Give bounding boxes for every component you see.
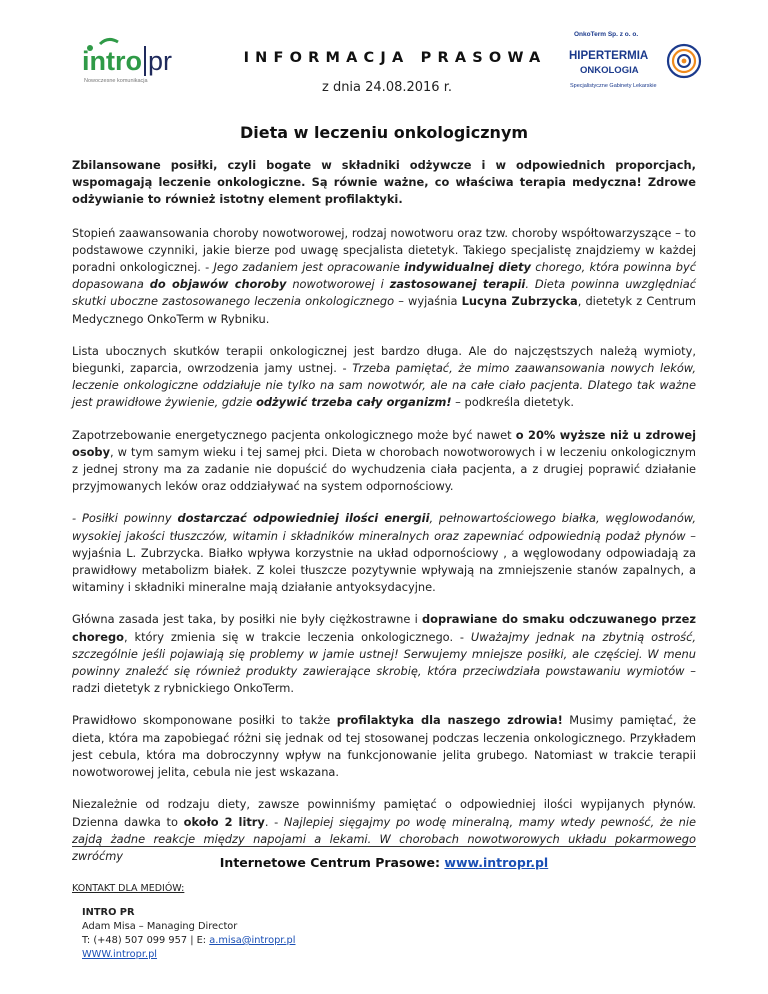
article-body xyxy=(72,157,696,880)
p1-quote: Jego zadaniem jest opracowanie xyxy=(213,260,405,275)
onkoterm-brand-line2: ONKOLOGIA xyxy=(580,65,639,76)
paragraph-5 xyxy=(72,611,696,697)
p2-attribution: – podkreśla dietetyk. xyxy=(451,395,574,410)
press-center xyxy=(0,855,768,870)
p7-quote: Najlepiej sięgajmy po wodę mineralną, mamy wtedy pewność, że nie zajdą żadne reakcje między napojami a lekami. W chorobach nowotworowych układu pokarmowego zwróćmy xyxy=(72,814,696,863)
footer-divider xyxy=(72,846,696,847)
onkoterm-tagline: Specjalistyczne Gabinety Lekarskie xyxy=(570,83,657,88)
press-center-link[interactable]: www.intropr.pl xyxy=(444,855,549,870)
paragraph-2 xyxy=(72,343,696,412)
p7-text: Niezależnie od rodzaju diety, zawsze powinniśmy pamiętać o odpowiedniej ilości wypijanych płynów. Dzienna dawka to xyxy=(72,797,696,829)
p3-bold: o 20% wyższe niż u zdrowej osoby xyxy=(72,427,696,459)
p1-text: Stopień zaawansowania choroby nowotworowej, rodzaj nowotworu oraz tzw. choroby współtowarzyszące – to podstawowe czynniki, jakie bierze pod uwagę specjalista dietetyk. Takiego specjalistę znajdziemy w każdej poradni onkologicznej. - xyxy=(72,225,696,275)
p1-attribution: – wyjaśnia xyxy=(394,294,462,309)
contact-email-link[interactable]: a.misa@intropr.pl xyxy=(209,935,296,946)
p6-text: Prawidłowo skomponowane posiłki to także xyxy=(72,713,337,728)
onkoterm-company: OnkoTerm Sp. z o. o. xyxy=(574,31,639,38)
p4-quote: - Posiłki powinny xyxy=(72,511,178,526)
p2-quote: Trzeba pamiętać, że mimo zaawansowania nowych leków, leczenie onkologiczne oddziałuje nie tylko na sam nowotwór, ale na całe ciało pacjenta. Dlatego tak ważne jest prawidłowe żywienie, gdzie xyxy=(72,361,696,410)
contact-website xyxy=(82,948,296,962)
p1-bold: indywidualnej diety xyxy=(404,260,531,275)
p4-text: wyjaśnia L. Zubrzycka. Białko wpływa korzystnie na układ odpornościowy , a węglowodany odpowiadają za prawidłowy metabolizm białek. Z kolei tłuszcze pozytywnie wpływają na zmniejszenie stanów zapalnych, a witaminy i składniki mineralne mają działanie antyoksydacyjne. xyxy=(72,545,696,595)
contact-website-link[interactable]: WWW.intropr.pl xyxy=(82,949,158,960)
press-release-heading: INFORMACJA PRASOWA xyxy=(243,50,547,66)
p3-text: Zapotrzebowanie energetycznego pacjenta onkologicznego może być nawet xyxy=(72,427,516,442)
article-lead: Zbilansowane posiłki, czyli bogate w składniki odżywcze i w odpowiednich proporcjach, wspomagają leczenie onkologiczne. Są równie ważne, co właściwa terapia medyczna! Zdrowe odżywianie to również istotny element profilaktyki. xyxy=(72,158,696,207)
contact-phone: T: (+48) 507 099 957 | E: xyxy=(82,935,210,946)
p1-person: Lucyna Zubrzycka xyxy=(461,294,578,309)
p7-bold: około 2 litry xyxy=(183,814,265,829)
contact-phone-email xyxy=(82,934,296,948)
article-title: Dieta w leczeniu onkologicznym xyxy=(239,123,529,142)
p5-text: Główna zasada jest taka, by posiłki nie były ciężkostrawne i xyxy=(72,612,423,627)
p2-bold: odżywić trzeba cały organizm! xyxy=(256,395,452,410)
p5-quote: Uważajmy jednak na zbytnią ostrość, szczególnie jeśli pojawiają się problemy w jamie ustnej! Serwujemy mniejsze posiłki, ale częściej. W menu powinny znaleźć się również produkty zawierające skrobię, która przeciwdziała powstawaniu wymiotów xyxy=(72,629,696,679)
p5-bold: doprawiane do smaku odczuwanego przez chorego xyxy=(72,612,696,644)
contact-org: INTRO PR xyxy=(82,907,135,918)
p1-role: , dietetyk z Centrum Medycznego OnkoTerm w Rybniku. xyxy=(72,294,697,326)
p1-bold-3: zastosowanej terapii xyxy=(389,277,526,292)
contact-person: Adam Misa – Managing Director xyxy=(82,921,238,932)
p6-bold: profilaktyka dla naszego zdrowia! xyxy=(336,713,563,728)
press-release-date: z dnia 24.08.2016 r. xyxy=(321,80,452,95)
p7-text-2: . - xyxy=(264,814,284,829)
p6-text-2: Musimy pamiętać, że dieta, która ma zapobiegać różni się jednak od tej stosowanej podczas leczenia onkologicznego. Przykładem jest cebula, która ma dobroczynny wpływ na funkcjonowanie jelita grubego. Natomiast w trakcie terapii nowotworowej jelita, cebula nie jest wskazana. xyxy=(72,713,696,780)
p4-quote-2: , pełnowartościowego białka, węglowodanów, wysokiej jakości tłuszczów, witamin i składników mineralnych oraz zapewniać odpowiednią podaż płynów – xyxy=(72,511,696,543)
p4-bold: dostarczać odpowiedniej ilości energii xyxy=(177,511,430,526)
p5-attribution: – radzi dietetyk z rybnickiego OnkoTerm. xyxy=(72,664,696,696)
p1-quote-3: nowotworowej i xyxy=(286,277,390,292)
logo-tagline: Nowoczesne komunikacja xyxy=(84,78,148,84)
logo-swoosh xyxy=(100,39,118,44)
p1-bold-2: do objawów choroby xyxy=(149,277,287,292)
press-center-label: Internetowe Centrum Prasowe: xyxy=(219,855,445,870)
onkoterm-brand-line1: HIPERTERMIA xyxy=(569,50,649,62)
p3-text-2: , w tym samym wieku i tej samej płci. Dieta w chorobach nowotworowych i w leczeniu onkologicznym z jednej strony ma za zadanie nie dopuścić do wychudzenia ciała pacjenta, a z drugiej poprawić działanie przyjmowanych leków oraz oddziaływać na system odpornościowy. xyxy=(72,444,696,494)
p1-quote-4: . Dieta powinna uwzględniać skutki uboczne zastosowanego leczenia onkologicznego xyxy=(72,277,696,309)
p1-quote-2: chorego, która powinna być dopasowana xyxy=(72,260,696,292)
paragraph-4 xyxy=(72,510,696,596)
logo-pr-text: pr xyxy=(148,46,173,76)
p2-text: Lista ubocznych skutków terapii onkologicznej jest bardzo długa. Ale do najczęstszych należą wymioty, biegunki, zaparcia, owrzodzenia jamy ustnej. - xyxy=(72,343,696,376)
paragraph-6 xyxy=(72,712,696,781)
p5-text-2: , który zmienia się w trakcie leczenia onkologicznego. - xyxy=(124,629,471,644)
media-contact-label: KONTAKT DLA MEDIÓW: xyxy=(72,883,185,894)
paragraph-3 xyxy=(72,427,696,496)
paragraph-1 xyxy=(72,225,696,328)
logo-intro-text: intro xyxy=(82,46,142,76)
media-contact xyxy=(82,906,296,962)
